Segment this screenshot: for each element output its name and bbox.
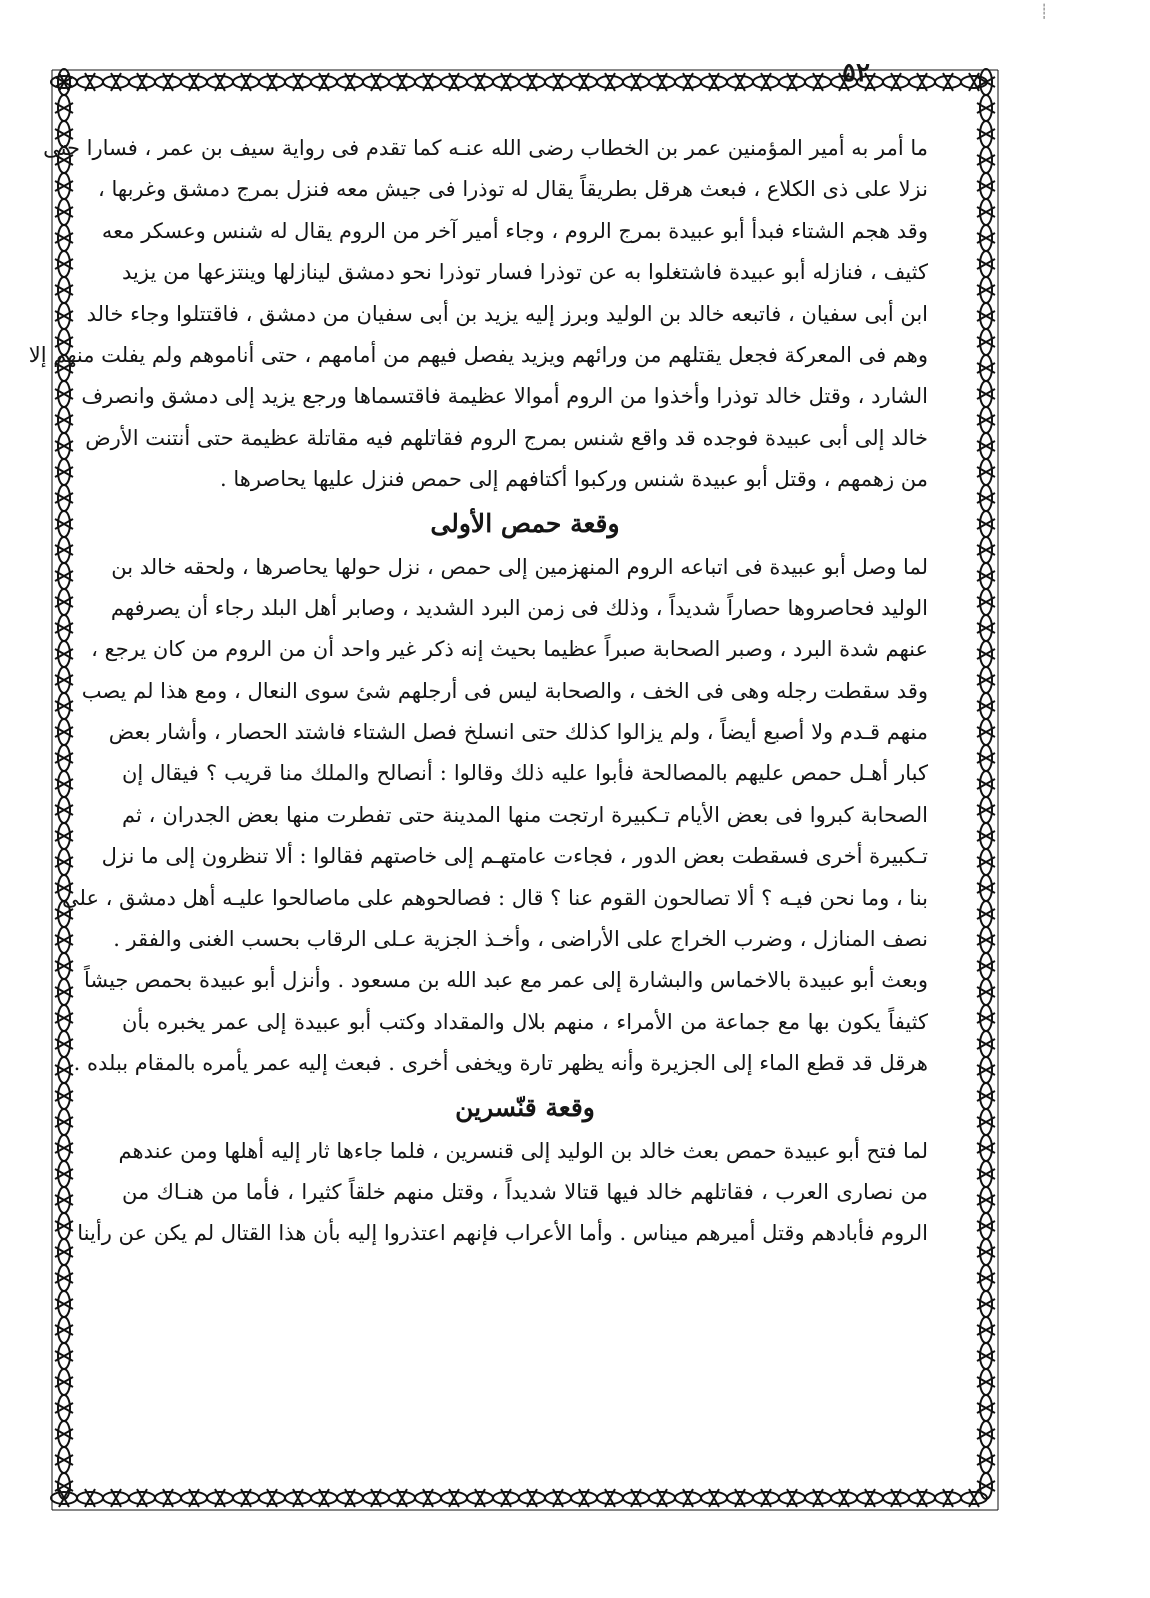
section-heading-qinnasrin: وقعة قنّسرين — [455, 1092, 595, 1122]
text-line: هرقل قد قطع الماء إلى الجزيرة وأنه يظهر تارة ويخفى أخرى . فبعث إليه عمر يأمره بالمقام ببلده . — [73, 1051, 928, 1076]
text-line: وقد سقطت رجله وهى فى الخف ، والصحابة ليس فى أرجلهم شئ سوى النعال ، ومع هذا لم يصب — [81, 678, 928, 703]
text-line: وبعث أبو عبيدة بالاخماس والبشارة إلى عمر مع عبد الله بن مسعود . وأنزل أبو عبيدة بحمص جيشاً — [83, 968, 928, 993]
text-line: الصحابة كبروا فى بعض الأيام تـكبيرة ارتجت منها المدينة حتى تفطرت منها بعض الجدران ، ثم — [122, 802, 928, 827]
margin-mark: ┊ — [1040, 4, 1049, 20]
text-line: نزلا على ذى الكلاع ، فبعث هرقل بطريقاً يقال له توذرا فى جيش معه فنزل بمرج دمشق وغربها ، — [98, 177, 928, 202]
page-number: ٥٢ — [842, 58, 870, 88]
text-line: ابن أبى سفيان ، فاتبعه خالد بن الوليد وبرز إليه يزيد بن أبى سفيان من دمشق ، فاقتتلوا وجاء خالد — [86, 301, 928, 326]
text-line: تـكبيرة أخرى فسقطت بعض الدور ، فجاءت عامتهـم إلى خاصتهم فقالوا : ألا تنظرون إلى ما نزل — [101, 844, 928, 869]
text-line: كبار أهـل حمص عليهم بالمصالحة فأبوا عليه ذلك وقالوا : أنصالح والملك منا قريب ؟ فيقال إن — [122, 761, 928, 786]
text-line: كثيفاً يكون بها مع جماعة من الأمراء ، منهم بلال والمقداد وكتب أبو عبيدة إلى عمر يخبره بأن — [122, 1009, 928, 1034]
section-1 — [28, 128, 928, 501]
section-2 — [61, 547, 928, 1085]
section-heading-homs: وقعة حمص الأولى — [430, 508, 620, 538]
text-line: منهم قـدم ولا أصبع أيضاً ، ولم يزالوا كذلك حتى انسلخ فصل الشتاء فاشتد الحصار ، وأشار بعض — [108, 720, 928, 745]
text-line: بنا ، وما نحن فيـه ؟ ألا تصالحون القوم عنا ؟ قال : فصالحوهم على ماصالحوا عليـه أهل دمشق ، على — [61, 885, 928, 910]
text-line: من زهمهم ، وقتل أبو عبيدة شنس وركبوا أكتافهم إلى حمص فنزل عليها يحاصرها . — [220, 467, 928, 492]
text-line: خالد إلى أبى عبيدة فوجده قد واقع شنس بمرج الروم فقاتلهم فيه مقاتلة عظيمة حتى أنتنت الأرض — [85, 425, 928, 450]
text-line: الوليد فحاصروها حصاراً شديداً ، وذلك فى زمن البرد الشديد ، وصابر أهل البلد رجاء أن يصرفهم — [110, 595, 928, 620]
text-line: كثيف ، فنازله أبو عبيدة فاشتغلوا به عن توذرا فسار توذرا نحو دمشق لينازلها وينتزعها من يزيد — [122, 260, 928, 285]
text-line: عنهم شدة البرد ، وصبر الصحابة صبراً عظيما بحيث إنه ذكر غير واحد أن من الروم من كان يرجع ، — [91, 637, 928, 662]
text-line: من نصارى العرب ، فقاتلهم خالد فيها قتالا شديداً ، وقتل منهم خلقاً كثيرا ، فأما من هنـاك من — [122, 1179, 928, 1204]
text-line: الروم فأبادهم وقتل أميرهم ميناس . وأما الأعراب فإنهم اعتذروا إليه بأن هذا القتال لم يكن عن رأينا — [77, 1221, 928, 1246]
text-line: الشارد ، وقتل خالد توذرا وأخذوا من الروم أموالا عظيمة فاقتسماها ورجع يزيد إلى دمشق وانصرف — [81, 384, 928, 409]
text-line: نصف المنازل ، وضرب الخراج على الأراضى ، وأخـذ الجزية عـلى الرقاب بحسب الغنى والفقر . — [113, 927, 928, 952]
page-text — [28, 128, 928, 1255]
text-line: وهم فى المعركة فجعل يقتلهم من ورائهم ويزيد يفصل فيهم من أمامهم ، حتى أناموهم ولم يفلت منهم إلا — [28, 342, 928, 367]
section-3 — [77, 1131, 928, 1255]
text-line: لما فتح أبو عبيدة حمص بعث خالد بن الوليد إلى قنسرين ، فلما جاءها ثار إليه أهلها ومن عندهم — [118, 1138, 928, 1163]
text-line: لما وصل أبو عبيدة فى اتباعه الروم المنهزمين إلى حمص ، نزل حولها يحاصرها ، ولحقه خالد بن — [111, 554, 928, 579]
text-line: وقد هجم الشتاء فبدأ أبو عبيدة بمرج الروم ، وجاء أمير آخر من الروم يقال له شنس وعسكر معه — [101, 218, 928, 243]
text-line: ما أمر به أمير المؤمنين عمر بن الخطاب رضى الله عنـه كما تقدم فى رواية سيف بن عمر ، فسارا حتى — [43, 136, 928, 160]
